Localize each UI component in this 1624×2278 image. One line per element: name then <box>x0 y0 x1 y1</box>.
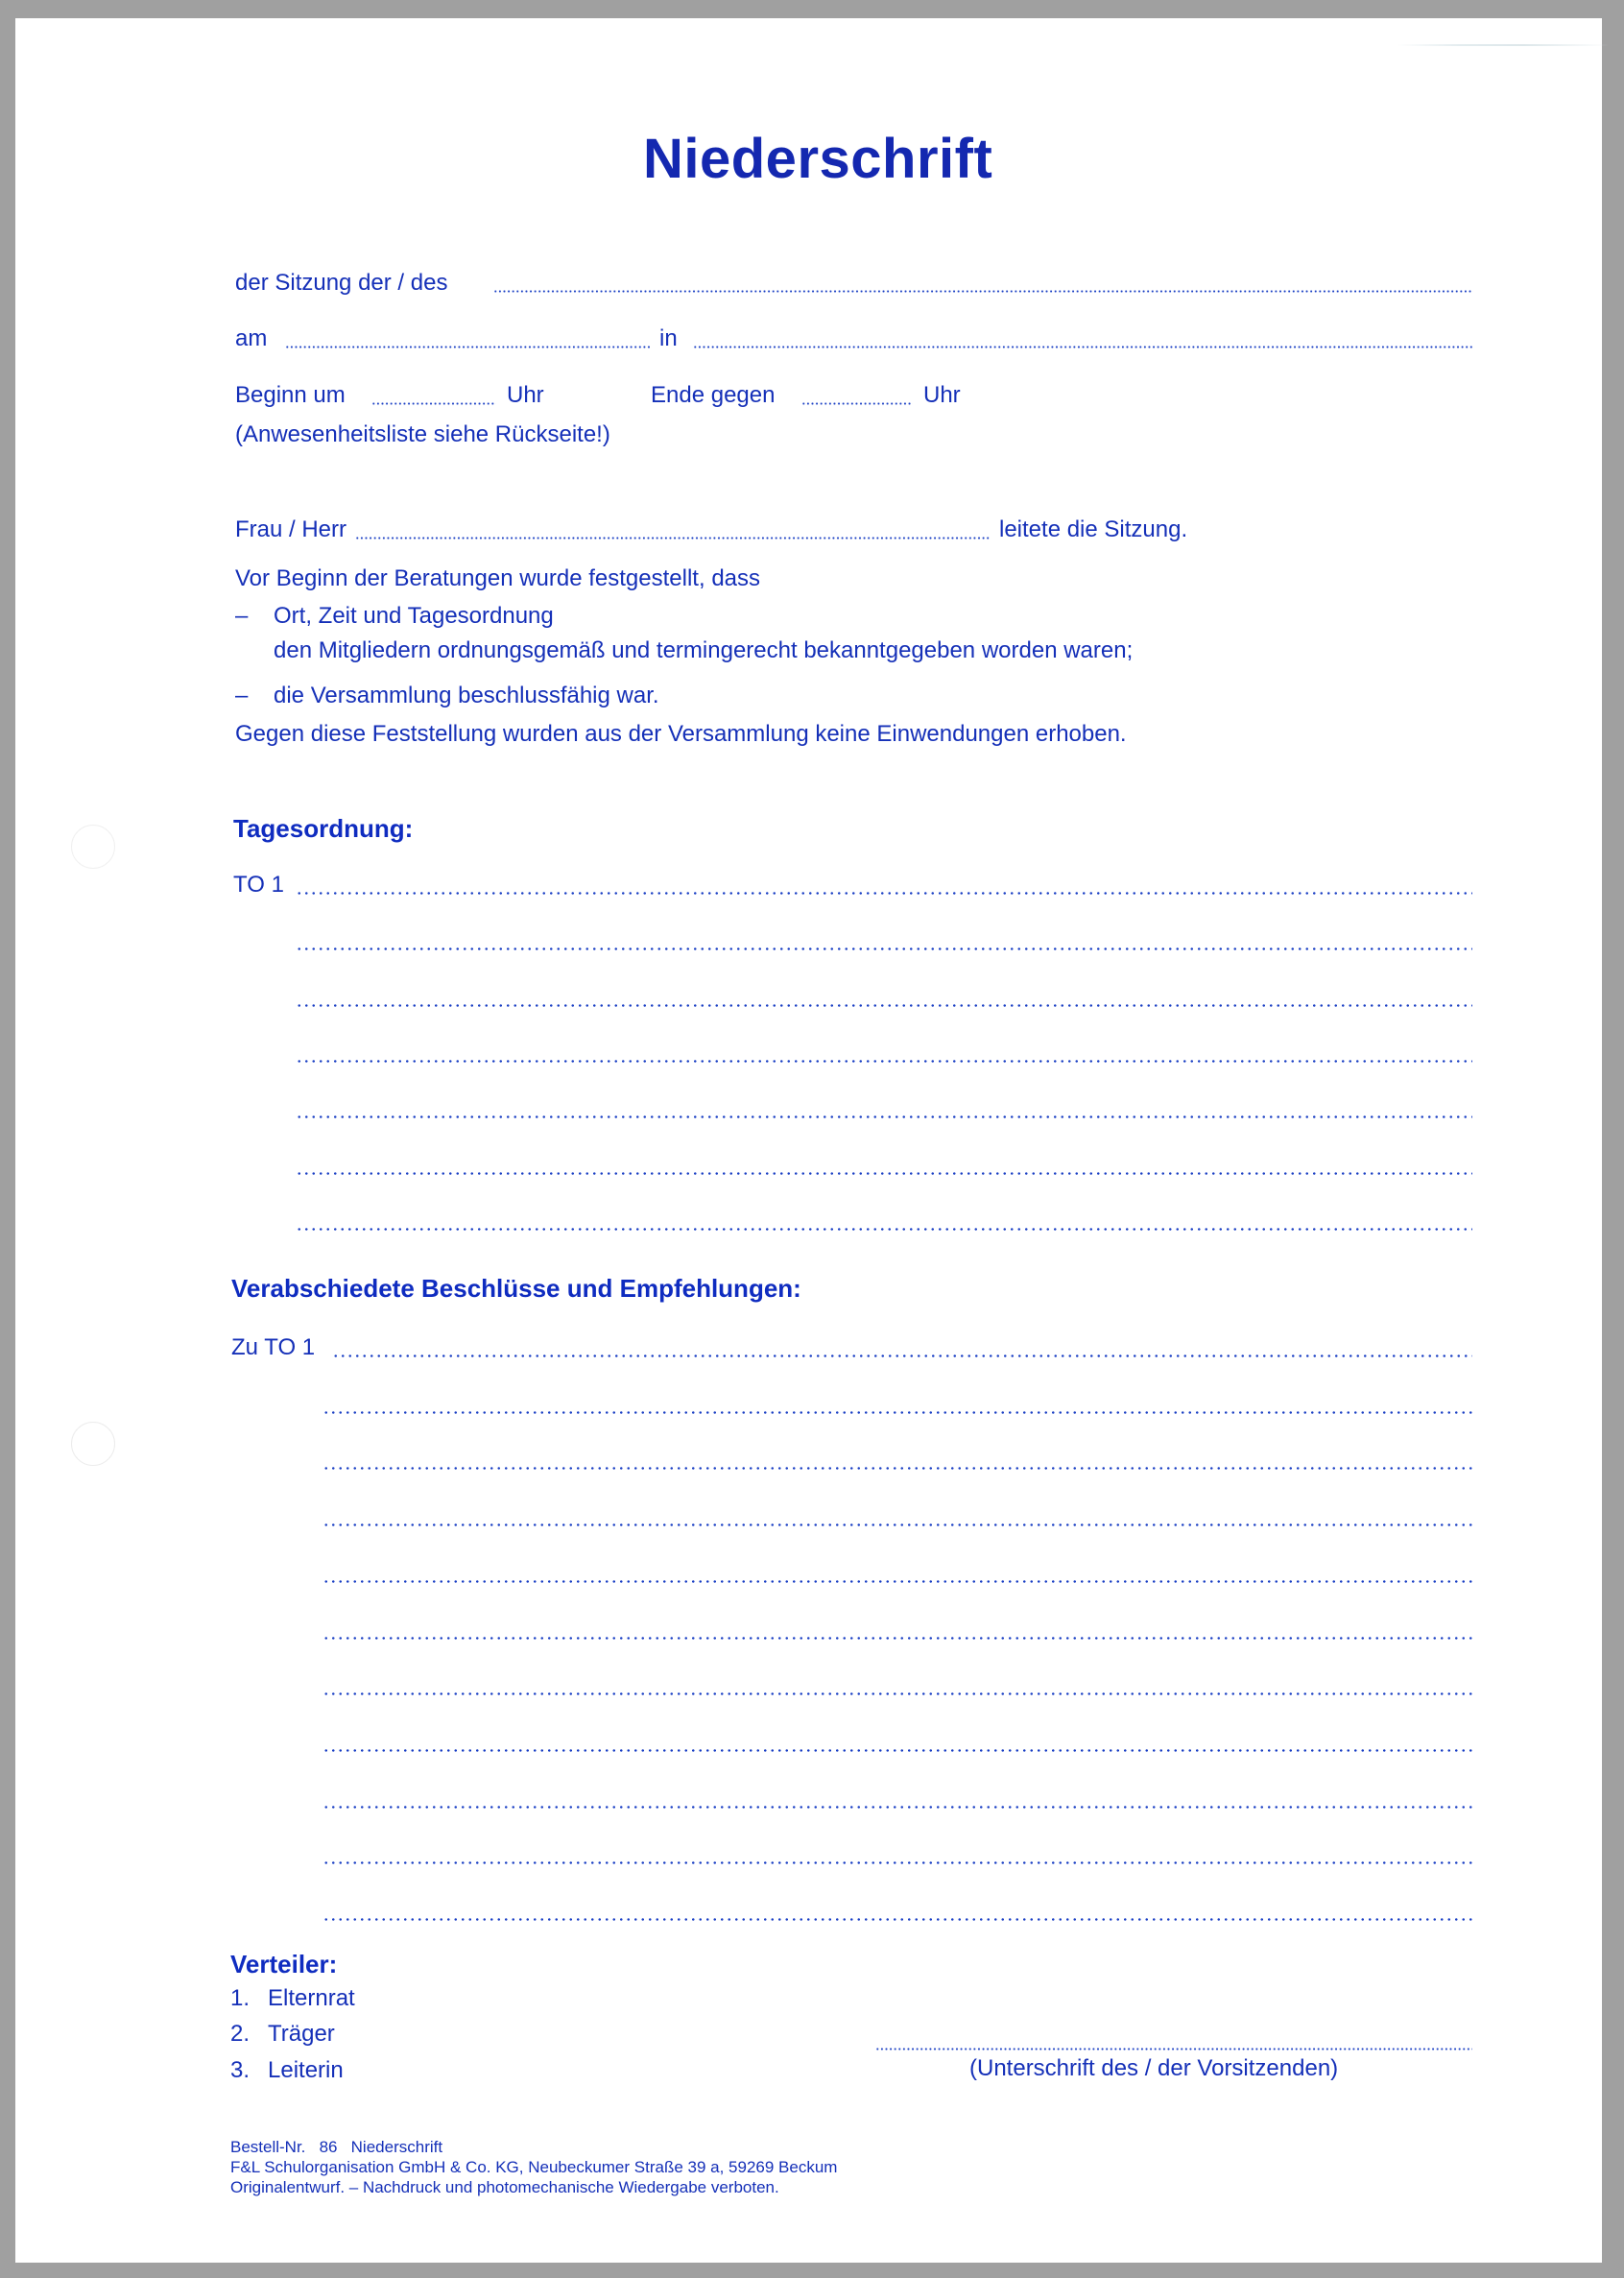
attendance-note: (Anwesenheitsliste siehe Rückseite!) <box>235 421 610 447</box>
footer-copyright: Originalentwurf. – Nachdruck und photomechanische Wiedergabe verboten. <box>230 2178 779 2196</box>
resolution-write-line[interactable] <box>322 1861 1472 1864</box>
agenda-write-line[interactable] <box>296 1004 1472 1007</box>
footer-order-number: Bestell-Nr. 86 Niederschrift <box>230 2138 443 2156</box>
distribution-number: 1. <box>230 1985 251 2011</box>
page-title: Niederschrift <box>643 128 993 190</box>
agenda-write-line[interactable] <box>296 1115 1472 1118</box>
resolutions-heading: Verabschiedete Beschlüsse und Empfehlungen: <box>231 1274 801 1303</box>
resolution-write-line[interactable] <box>322 1467 1472 1470</box>
location-input-line[interactable] <box>693 346 1473 348</box>
agenda-write-line[interactable] <box>296 1060 1472 1063</box>
ende-label: Ende gegen <box>651 382 776 408</box>
resolution-write-line[interactable] <box>322 1918 1472 1921</box>
resolution-write-line[interactable] <box>322 1580 1472 1583</box>
distribution-item-leiterin: Leiterin <box>268 2057 344 2083</box>
agenda-heading: Tagesordnung: <box>233 814 414 843</box>
distribution-number: 3. <box>230 2057 251 2083</box>
sitzung-input-line[interactable] <box>493 290 1473 293</box>
distribution-item-traeger: Träger <box>268 2021 335 2047</box>
date-input-line[interactable] <box>285 346 650 348</box>
am-label: am <box>235 325 268 351</box>
beginn-label: Beginn um <box>235 382 346 408</box>
resolution-write-line[interactable] <box>322 1749 1472 1752</box>
in-label: in <box>659 325 678 351</box>
resolution-write-line[interactable] <box>322 1523 1472 1526</box>
ende-unit: Uhr <box>923 382 961 408</box>
bullet-dash: – <box>235 683 249 708</box>
signature-line[interactable] <box>875 2048 1472 2050</box>
punch-hole-mark <box>71 825 115 869</box>
resolution-write-line[interactable] <box>322 1806 1472 1809</box>
scan-artifact <box>1397 44 1609 46</box>
agenda-write-line[interactable] <box>296 1172 1472 1175</box>
bullet-text: Ort, Zeit und Tagesordnung <box>274 603 554 629</box>
agenda-write-line[interactable] <box>296 947 1472 950</box>
distribution-number: 2. <box>230 2021 251 2047</box>
statement-intro: Vor Beginn der Beratungen wurde festgestellt, dass <box>235 565 761 591</box>
agenda-item-label: TO 1 <box>233 872 284 898</box>
bullet-text-continued: den Mitgliedern ordnungsgemäß und termingerecht bekanntgegeben worden waren; <box>274 637 1134 663</box>
sitzung-label: der Sitzung der / des <box>235 270 448 296</box>
distribution-heading: Verteiler: <box>230 1950 338 1978</box>
form-page <box>15 18 1602 2263</box>
punch-hole-mark <box>71 1422 115 1466</box>
resolution-write-line[interactable] <box>322 1692 1472 1695</box>
agenda-write-line[interactable] <box>296 1228 1472 1231</box>
end-time-input-line[interactable] <box>801 402 913 405</box>
beginn-unit: Uhr <box>507 382 544 408</box>
resolution-write-line[interactable] <box>322 1411 1472 1414</box>
statement-closing: Gegen diese Feststellung wurden aus der Versammlung keine Einwendungen erhoben. <box>235 721 1127 747</box>
footer-publisher: F&L Schulorganisation GmbH & Co. KG, Neubeckumer Straße 39 a, 59269 Beckum <box>230 2158 838 2176</box>
distribution-item-elternrat: Elternrat <box>268 1985 355 2011</box>
resolution-write-line[interactable] <box>322 1637 1472 1640</box>
start-time-input-line[interactable] <box>371 402 496 405</box>
chair-suffix: leitete die Sitzung. <box>999 516 1188 542</box>
chair-prefix: Frau / Herr <box>235 516 347 542</box>
signature-caption: (Unterschrift des / der Vorsitzenden) <box>969 2055 1339 2081</box>
chair-name-input-line[interactable] <box>355 537 991 540</box>
resolution-write-line[interactable] <box>332 1355 1472 1357</box>
agenda-write-line[interactable] <box>296 892 1472 895</box>
bullet-dash: – <box>235 603 249 629</box>
bullet-text: die Versammlung beschlussfähig war. <box>274 683 659 708</box>
resolution-item-label: Zu TO 1 <box>231 1334 316 1360</box>
